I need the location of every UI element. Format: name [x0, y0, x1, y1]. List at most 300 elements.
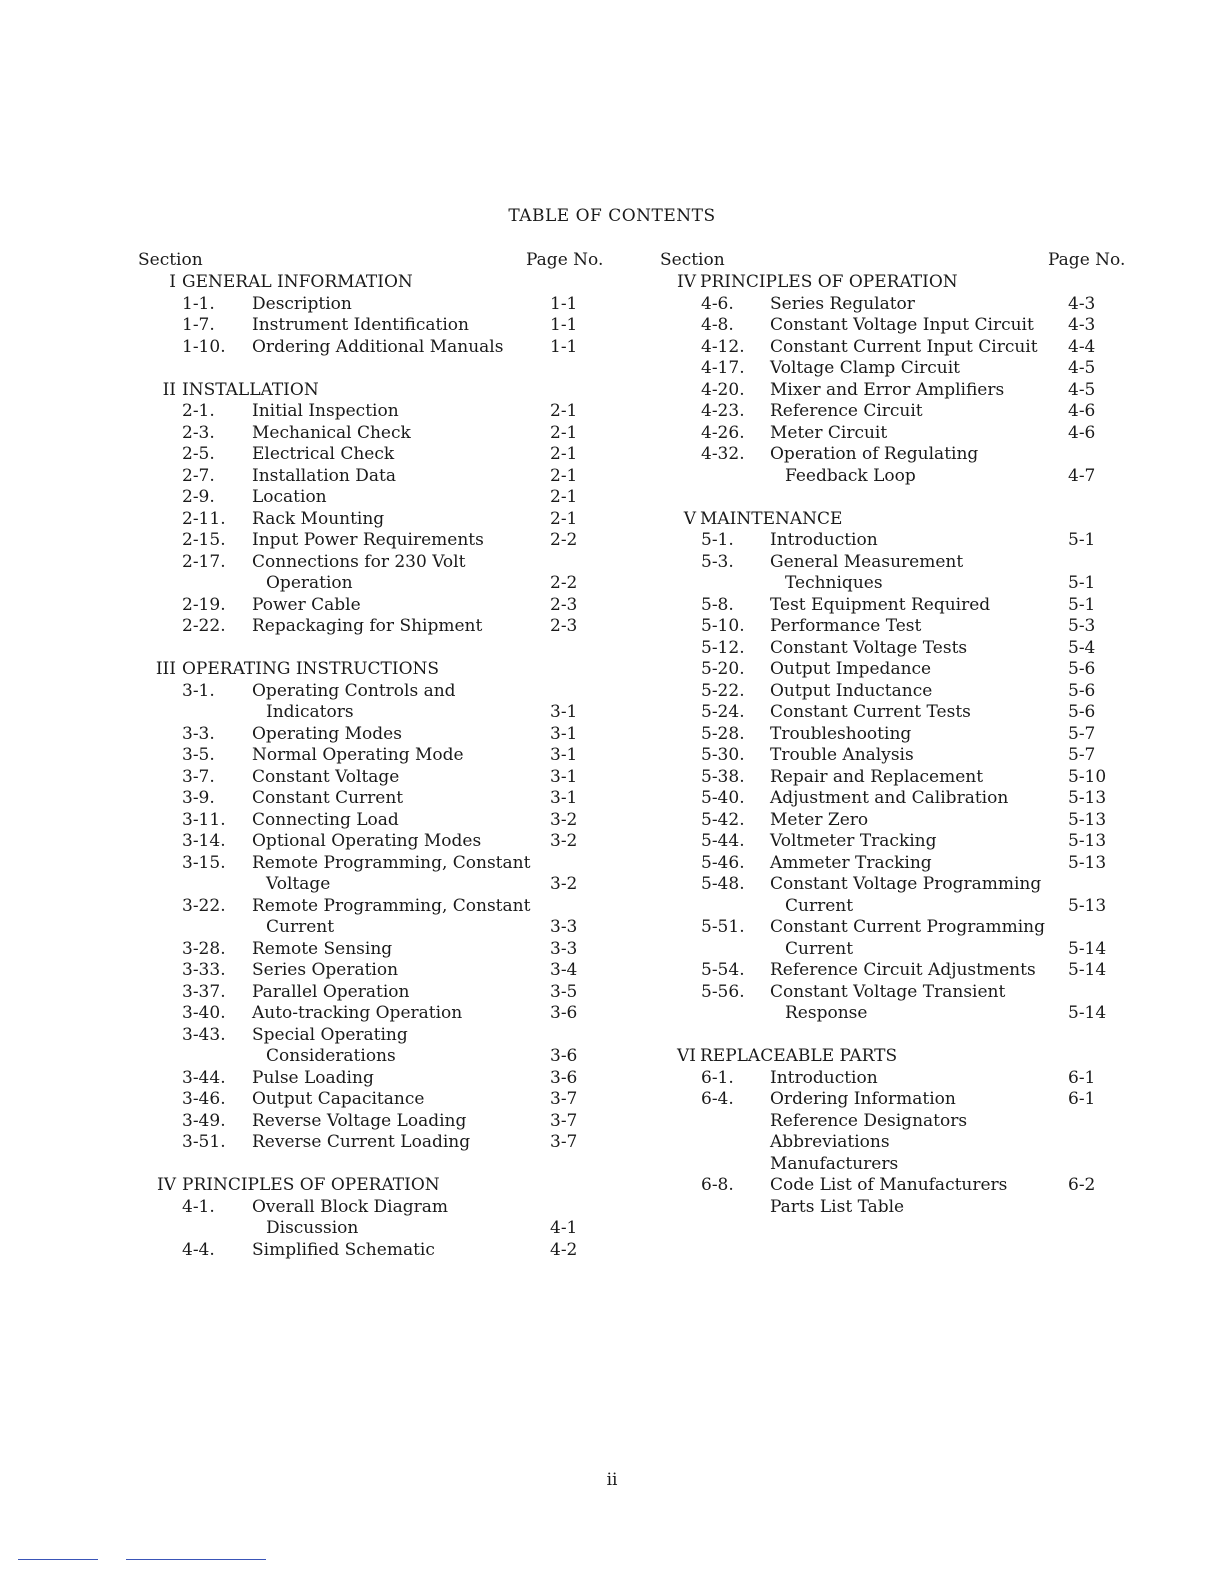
- paragraph-number: 3-44.: [182, 1067, 226, 1088]
- toc-entry-continuation: [0, 1046, 612, 1068]
- toc-entry: [0, 1068, 612, 1090]
- page-ref: 1-1: [550, 293, 578, 314]
- entry-title: Voltmeter Tracking: [770, 831, 937, 851]
- paragraph-number: 3-22.: [182, 895, 226, 916]
- page-ref: 1-1: [550, 315, 578, 335]
- entry-title: Considerations: [266, 1046, 396, 1066]
- paragraph-number: 2-22.: [182, 616, 226, 636]
- paragraph-number: 6-4.: [701, 1089, 734, 1109]
- paragraph-number: 3-40.: [182, 1003, 226, 1023]
- toc-entry: [612, 767, 1224, 789]
- paragraph-number: 3-49.: [182, 1110, 226, 1131]
- toc-entry: [612, 745, 1224, 767]
- page-ref: 4-3: [1068, 315, 1096, 335]
- entry-title: Instrument Identification: [252, 315, 469, 335]
- toc-entry: [612, 1068, 1224, 1090]
- page-ref: 5-7: [1068, 745, 1096, 765]
- paragraph-number: 4-8.: [701, 315, 734, 335]
- entry-title: Trouble Analysis: [770, 745, 914, 765]
- entry-title: Pulse Loading: [252, 1067, 374, 1088]
- toc-section-heading: [612, 509, 1224, 531]
- spacer: [612, 487, 1224, 509]
- page-ref: 4-5: [1068, 379, 1096, 400]
- entry-title: Operation of Regulating: [770, 444, 979, 464]
- toc-entry: [612, 810, 1224, 832]
- entry-title: Indicators: [266, 702, 354, 722]
- entry-title: Troubleshooting: [770, 723, 912, 744]
- entry-title: Remote Sensing: [252, 938, 393, 959]
- toc-section-heading: [612, 272, 1224, 294]
- toc-entry: [0, 1025, 612, 1047]
- entry-title: Repackaging for Shipment: [252, 616, 483, 636]
- page-ref: 4-1: [550, 1218, 578, 1238]
- page-ref: 5-6: [1068, 680, 1096, 701]
- toc-entry: [0, 294, 612, 316]
- page-ref: 4-6: [1068, 401, 1096, 421]
- page-ref: 5-13: [1068, 809, 1107, 830]
- entry-title: Constant Voltage Input Circuit: [770, 315, 1034, 335]
- paragraph-number: 5-48.: [701, 874, 745, 894]
- entry-title: Introduction: [770, 530, 878, 550]
- toc-entry: [0, 509, 612, 531]
- page-ref: 5-3: [1068, 616, 1096, 636]
- entry-title: Introduction: [770, 1067, 878, 1088]
- page-ref: 3-7: [550, 1132, 578, 1152]
- page-ref: 3-1: [550, 723, 578, 744]
- toc-entry: [612, 702, 1224, 724]
- toc-section-heading: [0, 1175, 612, 1197]
- toc-entry: [612, 982, 1224, 1004]
- paragraph-number: 5-51.: [701, 917, 745, 937]
- paragraph-number: 5-30.: [701, 745, 745, 765]
- paragraph-number: 3-14.: [182, 831, 226, 851]
- entry-title: Operating Controls and: [252, 680, 456, 701]
- entry-title: Normal Operating Mode: [252, 745, 464, 765]
- paragraph-number: 5-54.: [701, 960, 745, 980]
- toc-entry: [0, 401, 612, 423]
- entry-title: Electrical Check: [252, 444, 395, 464]
- entry-title: Reverse Current Loading: [252, 1132, 471, 1152]
- toc-entry: [0, 853, 612, 875]
- paragraph-number: 6-8.: [701, 1175, 734, 1195]
- paragraph-number: 5-56.: [701, 981, 745, 1002]
- section-title: OPERATING INSTRUCTIONS: [182, 659, 440, 679]
- entry-title: Voltage: [266, 874, 331, 894]
- toc-entry: [0, 960, 612, 982]
- entry-title: Constant Voltage Programming: [770, 874, 1042, 894]
- toc-entry: [612, 1089, 1224, 1111]
- toc-left-column: [0, 272, 612, 1261]
- entry-title: Techniques: [785, 573, 883, 593]
- toc-entry: [612, 423, 1224, 445]
- entry-title: Meter Circuit: [770, 422, 888, 443]
- entry-title: Output Capacitance: [252, 1089, 425, 1109]
- entry-title: Installation Data: [252, 465, 396, 486]
- toc-section-heading: [0, 380, 612, 402]
- page-ref: 6-1: [1068, 1067, 1096, 1088]
- toc-entry-continuation: [0, 1218, 612, 1240]
- paragraph-number: 4-1.: [182, 1196, 215, 1217]
- toc-entry: [0, 1111, 612, 1133]
- page-ref: 3-7: [550, 1110, 578, 1131]
- toc-entry: [612, 788, 1224, 810]
- toc-entry: [0, 616, 612, 638]
- paragraph-number: 3-7.: [182, 766, 215, 787]
- entry-title: Adjustment and Calibration: [770, 788, 1009, 808]
- entry-title: Series Operation: [252, 960, 399, 980]
- entry-title: Current: [266, 917, 335, 937]
- page-ref: 4-3: [1068, 293, 1096, 314]
- entry-title: Code List of Manufacturers: [770, 1175, 1008, 1195]
- toc-entry: [0, 681, 612, 703]
- entry-title: Connecting Load: [252, 809, 399, 830]
- paragraph-number: 5-1.: [701, 530, 734, 550]
- toc-entry: [612, 401, 1224, 423]
- page-ref: 2-2: [550, 573, 578, 593]
- page-ref: 5-4: [1068, 637, 1096, 658]
- page-ref: 4-4: [1068, 336, 1096, 357]
- toc-entry: [0, 423, 612, 445]
- page-ref: 5-14: [1068, 960, 1107, 980]
- section-number: I: [169, 272, 176, 292]
- entry-title: Voltage Clamp Circuit: [770, 358, 960, 378]
- paragraph-number: 2-15.: [182, 530, 226, 550]
- page-ref: 5-10: [1068, 766, 1107, 787]
- left-page-header: Page No.: [526, 250, 604, 270]
- toc-section-heading: [612, 1046, 1224, 1068]
- entry-title: Parts List Table: [770, 1196, 905, 1217]
- spacer: [612, 1025, 1224, 1047]
- paragraph-number: 4-12.: [701, 336, 745, 357]
- right-section-header: Section: [660, 250, 725, 270]
- toc-entry-continuation: [612, 939, 1224, 961]
- section-title: INSTALLATION: [182, 379, 319, 400]
- page-ref: 5-7: [1068, 723, 1096, 744]
- entry-title: Auto-tracking Operation: [252, 1003, 463, 1023]
- paragraph-number: 3-28.: [182, 938, 226, 959]
- toc-entry-continuation: [612, 573, 1224, 595]
- right-page-header: Page No.: [1048, 250, 1126, 270]
- page-ref: 4-7: [1068, 465, 1096, 486]
- page-ref: 6-2: [1068, 1175, 1096, 1195]
- paragraph-number: 2-11.: [182, 508, 226, 529]
- entry-title: Remote Programming, Constant: [252, 895, 531, 916]
- entry-title: Overall Block Diagram: [252, 1196, 448, 1217]
- page-ref: 3-7: [550, 1089, 578, 1109]
- page-ref: 3-3: [550, 917, 578, 937]
- paragraph-number: 5-46.: [701, 852, 745, 873]
- page-ref: 6-1: [1068, 1089, 1096, 1109]
- paragraph-number: 5-24.: [701, 702, 745, 722]
- entry-title: Output Inductance: [770, 680, 933, 701]
- page-ref: 5-6: [1068, 702, 1096, 722]
- page-ref: 2-1: [550, 465, 578, 486]
- section-title: PRINCIPLES OF OPERATION: [182, 1175, 440, 1195]
- toc-entry-continuation: [0, 573, 612, 595]
- entry-title: Operation: [266, 573, 353, 593]
- page-ref: 1-1: [550, 336, 578, 357]
- entry-title: Description: [252, 293, 352, 314]
- page-ref: 5-13: [1068, 895, 1107, 916]
- toc-entry: [0, 724, 612, 746]
- entry-title: Feedback Loop: [785, 465, 916, 486]
- entry-title: Location: [252, 487, 327, 507]
- paragraph-number: 5-28.: [701, 723, 745, 744]
- paragraph-number: 3-1.: [182, 680, 215, 701]
- toc-entry: [0, 487, 612, 509]
- paragraph-number: 3-46.: [182, 1089, 226, 1109]
- page-ref: 2-2: [550, 530, 578, 550]
- entry-title: Repair and Replacement: [770, 766, 984, 787]
- page-ref: 5-6: [1068, 659, 1096, 679]
- paragraph-number: 4-23.: [701, 401, 745, 421]
- page-ref: 3-6: [550, 1003, 578, 1023]
- page-ref: 3-4: [550, 960, 578, 980]
- page-ref: 5-14: [1068, 1003, 1107, 1023]
- page-ref: 2-1: [550, 401, 578, 421]
- paragraph-number: 5-38.: [701, 766, 745, 787]
- toc-entry: [0, 337, 612, 359]
- toc-entry: [612, 595, 1224, 617]
- page-ref: 4-2: [550, 1239, 578, 1260]
- toc-entry: [612, 530, 1224, 552]
- page-ref: 3-2: [550, 809, 578, 830]
- toc-entry: [0, 1089, 612, 1111]
- entry-title: Ordering Additional Manuals: [252, 336, 504, 357]
- paragraph-number: 3-37.: [182, 981, 226, 1002]
- paragraph-number: 5-44.: [701, 831, 745, 851]
- entry-title: Reference Designators: [770, 1110, 968, 1131]
- toc-entry: [612, 1132, 1224, 1154]
- toc-entry: [0, 788, 612, 810]
- entry-title: Constant Current Input Circuit: [770, 336, 1038, 357]
- toc-entry: [612, 294, 1224, 316]
- page-ref: 5-13: [1068, 852, 1107, 873]
- entry-title: General Measurement: [770, 551, 964, 572]
- section-number: II: [162, 379, 176, 400]
- page-ref: 5-1: [1068, 530, 1096, 550]
- section-title: REPLACEABLE PARTS: [700, 1046, 898, 1066]
- page-ref: 5-13: [1068, 831, 1107, 851]
- toc-entry-continuation: [0, 917, 612, 939]
- toc-entry: [612, 315, 1224, 337]
- toc-entry: [0, 444, 612, 466]
- entry-title: Test Equipment Required: [770, 594, 991, 615]
- scan-edge-line: [126, 1559, 266, 1560]
- entry-title: Input Power Requirements: [252, 530, 484, 550]
- toc-entry: [612, 1175, 1224, 1197]
- toc-entry: [612, 380, 1224, 402]
- section-number: V: [683, 508, 696, 529]
- toc-entry: [0, 1197, 612, 1219]
- toc-entry: [0, 831, 612, 853]
- entry-title: Reference Circuit Adjustments: [770, 960, 1036, 980]
- toc-entry: [0, 315, 612, 337]
- entry-title: Ordering Information: [770, 1089, 956, 1109]
- entry-title: Performance Test: [770, 616, 922, 636]
- toc-entry: [0, 1003, 612, 1025]
- toc-entry-continuation: [0, 874, 612, 896]
- page-ref: 4-5: [1068, 358, 1096, 378]
- section-title: PRINCIPLES OF OPERATION: [700, 272, 958, 292]
- page-ref: 2-1: [550, 508, 578, 529]
- paragraph-number: 4-6.: [701, 293, 734, 314]
- toc-entry: [0, 1240, 612, 1262]
- entry-title: Response: [785, 1003, 868, 1023]
- entry-title: Constant Voltage Transient: [770, 981, 1006, 1002]
- paragraph-number: 5-40.: [701, 788, 745, 808]
- paragraph-number: 4-32.: [701, 444, 745, 464]
- page-ref: 2-1: [550, 422, 578, 443]
- section-number: IV: [157, 1175, 176, 1195]
- spacer: [0, 638, 612, 660]
- toc-entry: [0, 745, 612, 767]
- paragraph-number: 2-5.: [182, 444, 215, 464]
- entry-title: Initial Inspection: [252, 401, 399, 421]
- paragraph-number: 2-1.: [182, 401, 215, 421]
- toc-entry: [612, 659, 1224, 681]
- toc-entry-continuation: [0, 702, 612, 724]
- page-ref: 2-3: [550, 616, 578, 636]
- spacer: [0, 358, 612, 380]
- page-ref: 3-2: [550, 874, 578, 894]
- toc-entry: [612, 724, 1224, 746]
- page-ref: 3-1: [550, 702, 578, 722]
- section-title: GENERAL INFORMATION: [182, 272, 413, 292]
- paragraph-number: 1-10.: [182, 336, 226, 357]
- toc-entry: [0, 466, 612, 488]
- entry-title: Special Operating: [252, 1024, 408, 1045]
- toc-entry-continuation: [612, 896, 1224, 918]
- entry-title: Reference Circuit: [770, 401, 923, 421]
- paragraph-number: 2-7.: [182, 465, 215, 486]
- paragraph-number: 5-42.: [701, 809, 745, 830]
- paragraph-number: 3-11.: [182, 809, 226, 830]
- entry-title: Remote Programming, Constant: [252, 852, 531, 873]
- entry-title: Ammeter Tracking: [770, 852, 932, 873]
- entry-title: Discussion: [266, 1218, 359, 1238]
- entry-title: Constant Voltage: [252, 766, 400, 787]
- page-title: TABLE OF CONTENTS: [508, 206, 716, 226]
- scan-edge-line: [18, 1559, 98, 1560]
- page-ref: 2-1: [550, 444, 578, 464]
- toc-entry: [612, 960, 1224, 982]
- page-ref: 3-2: [550, 831, 578, 851]
- toc-entry: [612, 1197, 1224, 1219]
- page-number: ii: [606, 1470, 618, 1490]
- entry-title: Simplified Schematic: [252, 1239, 435, 1260]
- toc-entry-continuation: [612, 1003, 1224, 1025]
- paragraph-number: 5-20.: [701, 659, 745, 679]
- entry-title: Rack Mounting: [252, 508, 385, 529]
- paragraph-number: 3-43.: [182, 1024, 226, 1045]
- entry-title: Constant Current: [252, 788, 404, 808]
- paragraph-number: 2-19.: [182, 594, 226, 615]
- entry-title: Constant Current Tests: [770, 702, 971, 722]
- toc-entry: [0, 1132, 612, 1154]
- toc-entry: [612, 831, 1224, 853]
- entry-title: Mixer and Error Amplifiers: [770, 379, 1005, 400]
- entry-title: Parallel Operation: [252, 981, 410, 1002]
- paragraph-number: 5-3.: [701, 551, 734, 572]
- entry-title: Output Impedance: [770, 659, 932, 679]
- page-ref: 5-1: [1068, 594, 1096, 615]
- toc-entry: [0, 767, 612, 789]
- toc-entry: [612, 1154, 1224, 1176]
- left-section-header: Section: [138, 250, 203, 270]
- toc-right-column: [612, 272, 1224, 1218]
- paragraph-number: 5-10.: [701, 616, 745, 636]
- toc-entry: [0, 939, 612, 961]
- toc-entry: [612, 552, 1224, 574]
- entry-title: Constant Voltage Tests: [770, 637, 968, 658]
- toc-section-heading: [0, 659, 612, 681]
- toc-entry: [612, 874, 1224, 896]
- toc-entry: [0, 530, 612, 552]
- toc-entry: [612, 917, 1224, 939]
- entry-title: Connections for 230 Volt: [252, 551, 466, 572]
- toc-entry: [612, 681, 1224, 703]
- entry-title: Mechanical Check: [252, 422, 411, 443]
- page-ref: 3-1: [550, 766, 578, 787]
- toc-entry: [0, 982, 612, 1004]
- toc-entry: [0, 896, 612, 918]
- entry-title: Manufacturers: [770, 1153, 899, 1174]
- paragraph-number: 6-1.: [701, 1067, 734, 1088]
- paragraph-number: 5-22.: [701, 680, 745, 701]
- page-ref: 3-6: [550, 1046, 578, 1066]
- paragraph-number: 3-51.: [182, 1132, 226, 1152]
- toc-section-heading: [0, 272, 612, 294]
- paragraph-number: 5-8.: [701, 594, 734, 615]
- toc-entry: [0, 595, 612, 617]
- paragraph-number: 2-9.: [182, 487, 215, 507]
- entry-title: Operating Modes: [252, 723, 402, 744]
- page-ref: 3-1: [550, 788, 578, 808]
- page-ref: 5-14: [1068, 938, 1107, 959]
- toc-entry: [612, 444, 1224, 466]
- paragraph-number: 3-3.: [182, 723, 215, 744]
- entry-title: Series Regulator: [770, 293, 915, 314]
- page-ref: 2-3: [550, 594, 578, 615]
- toc-entry: [0, 552, 612, 574]
- toc-entry: [612, 337, 1224, 359]
- toc-entry: [0, 810, 612, 832]
- entry-title: Meter Zero: [770, 809, 869, 830]
- toc-entry: [612, 616, 1224, 638]
- section-title: MAINTENANCE: [700, 508, 843, 529]
- toc-entry: [612, 853, 1224, 875]
- page-ref: 5-1: [1068, 573, 1096, 593]
- paragraph-number: 3-5.: [182, 745, 215, 765]
- paragraph-number: 2-3.: [182, 422, 215, 443]
- entry-title: Constant Current Programming: [770, 917, 1045, 937]
- page-ref: 3-5: [550, 981, 578, 1002]
- toc-entry: [612, 638, 1224, 660]
- paragraph-number: 2-17.: [182, 551, 226, 572]
- entry-title: Current: [785, 895, 854, 916]
- page-ref: 5-13: [1068, 788, 1107, 808]
- paragraph-number: 4-17.: [701, 358, 745, 378]
- toc-entry-continuation: [612, 466, 1224, 488]
- page-ref: 4-6: [1068, 422, 1096, 443]
- section-number: IV: [677, 272, 696, 292]
- paragraph-number: 1-1.: [182, 293, 215, 314]
- paragraph-number: 3-33.: [182, 960, 226, 980]
- paragraph-number: 1-7.: [182, 315, 215, 335]
- entry-title: Current: [785, 938, 854, 959]
- entry-title: Abbreviations: [770, 1132, 890, 1152]
